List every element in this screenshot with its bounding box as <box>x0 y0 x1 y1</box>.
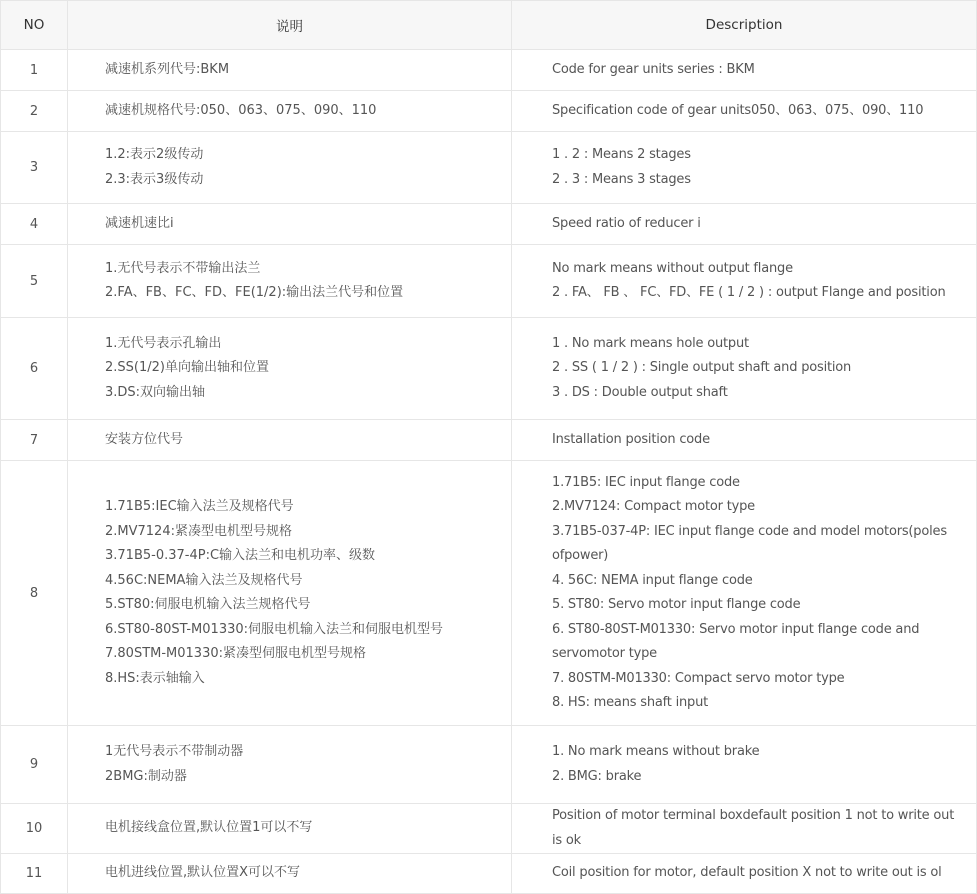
table-row <box>1 804 977 854</box>
description-en-cell <box>512 420 977 461</box>
description-zh-line: 减速机规格代号:050、063、075、090、110 <box>105 102 377 118</box>
description-en-line: Position of motor terminal boxdefault position 1 not to write out is ok <box>552 808 955 848</box>
description-zh-line: 减速机系列代号:BKM <box>105 61 230 77</box>
description-en-line: 2 . 3 : Means 3 stages <box>552 171 691 187</box>
row-number: 9 <box>1 726 68 804</box>
description-en-cell <box>512 91 977 132</box>
description-zh-line: 5.ST80:伺服电机输入法兰规格代号 <box>105 597 311 612</box>
row-number: 3 <box>1 132 68 204</box>
table-row <box>1 132 977 204</box>
table-row <box>1 318 977 420</box>
row-number: 10 <box>1 804 68 854</box>
table-row <box>1 245 977 318</box>
description-zh-line: 8.HS:表示轴输入 <box>105 670 205 686</box>
description-en-line: 6. ST80-80ST-M01330: Servo motor input flange code and servomotor type <box>552 621 920 661</box>
row-number: 6 <box>1 318 68 420</box>
description-en-cell <box>512 854 977 894</box>
description-en-line: 2 . FA、 FB 、 FC、FD、FE ( 1 / 2 ) : output Flange and position <box>552 285 946 300</box>
description-zh-line: 减速机速比i <box>105 215 174 231</box>
description-en-line: 2.MV7124: Compact motor type <box>552 499 755 514</box>
description-en-line: 1. No mark means without brake <box>552 744 760 759</box>
header-no: NO <box>1 1 68 50</box>
description-en-cell <box>512 50 977 91</box>
description-zh-cell <box>68 804 512 854</box>
row-number: 7 <box>1 420 68 461</box>
description-zh-line: 1.无代号表示孔输出 <box>105 335 222 351</box>
description-zh-cell <box>68 318 512 420</box>
description-en-cell <box>512 245 977 318</box>
description-en-line: Code for gear units series : BKM <box>552 61 755 77</box>
description-en-line: 1.71B5: IEC input flange code <box>552 474 740 490</box>
description-en-line: Installation position code <box>552 431 710 447</box>
description-en-line: 8. HS: means shaft input <box>552 695 709 710</box>
table-row <box>1 204 977 245</box>
table-row <box>1 420 977 461</box>
description-zh-cell <box>68 854 512 894</box>
table-row <box>1 91 977 132</box>
description-zh-line: 电机进线位置,默认位置X可以不写 <box>105 865 301 881</box>
header-desc-zh: 说明 <box>68 1 512 50</box>
row-number: 11 <box>1 854 68 894</box>
row-number: 8 <box>1 461 68 726</box>
description-en-cell <box>512 804 977 854</box>
description-en-line: 1 . No mark means hole output <box>552 335 749 351</box>
description-zh-line: 7.80STM-M01330:紧凑型伺服电机型号规格 <box>105 646 366 661</box>
description-en-line: 7. 80STM-M01330: Compact servo motor type <box>552 670 845 686</box>
description-zh-line: 2.FA、FB、FC、FD、FE(1/2):输出法兰代号和位置 <box>105 285 404 300</box>
row-number: 2 <box>1 91 68 132</box>
table-row <box>1 854 977 894</box>
table-body <box>1 50 977 894</box>
description-en-line: Specification code of gear units050、063、075、090、110 <box>552 102 924 118</box>
description-zh-cell <box>68 91 512 132</box>
description-en-cell <box>512 461 977 726</box>
header-desc-en: Description <box>512 1 977 50</box>
description-zh-line: 2.MV7124:紧凑型电机型号规格 <box>105 523 292 539</box>
description-en-cell <box>512 204 977 245</box>
description-zh-line: 1.71B5:IEC输入法兰及规格代号 <box>105 499 294 514</box>
description-zh-line: 电机接线盒位置,默认位置1可以不写 <box>105 820 313 836</box>
description-zh-line: 2.SS(1/2)单向输出轴和位置 <box>105 360 269 376</box>
description-zh-cell <box>68 420 512 461</box>
row-number: 1 <box>1 50 68 91</box>
table-row <box>1 50 977 91</box>
description-en-line: Coil position for motor, default position X not to write out is ol <box>552 865 942 881</box>
description-zh-line: 安装方位代号 <box>105 431 184 447</box>
description-zh-cell <box>68 50 512 91</box>
description-zh-cell <box>68 132 512 204</box>
row-number: 4 <box>1 204 68 245</box>
description-en-line: No mark means without output flange <box>552 260 793 276</box>
description-en-line: 2. BMG: brake <box>552 768 642 784</box>
description-en-cell <box>512 726 977 804</box>
description-zh-line: 3.DS:双向输出轴 <box>105 384 206 400</box>
description-en-cell <box>512 132 977 204</box>
description-zh-line: 4.56C:NEMA输入法兰及规格代号 <box>105 572 303 588</box>
description-zh-line: 1.无代号表示不带输出法兰 <box>105 260 261 276</box>
description-zh-cell <box>68 726 512 804</box>
description-zh-cell <box>68 461 512 726</box>
description-en-line: 3.71B5-037-4P: IEC input flange code and model motors(poles ofpower) <box>552 523 947 563</box>
description-en-line: 5. ST80: Servo motor input flange code <box>552 597 801 612</box>
description-zh-line: 3.71B5-0.37-4P:C输入法兰和电机功率、级数 <box>105 548 376 563</box>
description-en-line: 2 . SS ( 1 / 2 ) : Single output shaft and position <box>552 360 852 376</box>
description-zh-line: 6.ST80-80ST-M01330:伺服电机输入法兰和伺服电机型号 <box>105 621 444 637</box>
description-en-line: 3 . DS : Double output shaft <box>552 384 728 400</box>
row-number: 5 <box>1 245 68 318</box>
description-zh-cell <box>68 204 512 245</box>
description-en-line: 4. 56C: NEMA input flange code <box>552 572 753 588</box>
description-zh-cell <box>68 245 512 318</box>
table-row <box>1 461 977 726</box>
description-zh-line: 2.3:表示3级传动 <box>105 171 204 187</box>
description-zh-line: 1无代号表示不带制动器 <box>105 744 244 759</box>
description-en-line: 1 . 2 : Means 2 stages <box>552 147 691 162</box>
header-row <box>1 1 977 50</box>
description-zh-line: 1.2:表示2级传动 <box>105 147 204 162</box>
description-en-cell <box>512 318 977 420</box>
description-en-line: Speed ratio of reducer i <box>552 215 701 231</box>
description-zh-line: 2BMG:制动器 <box>105 768 187 784</box>
table-row <box>1 726 977 804</box>
